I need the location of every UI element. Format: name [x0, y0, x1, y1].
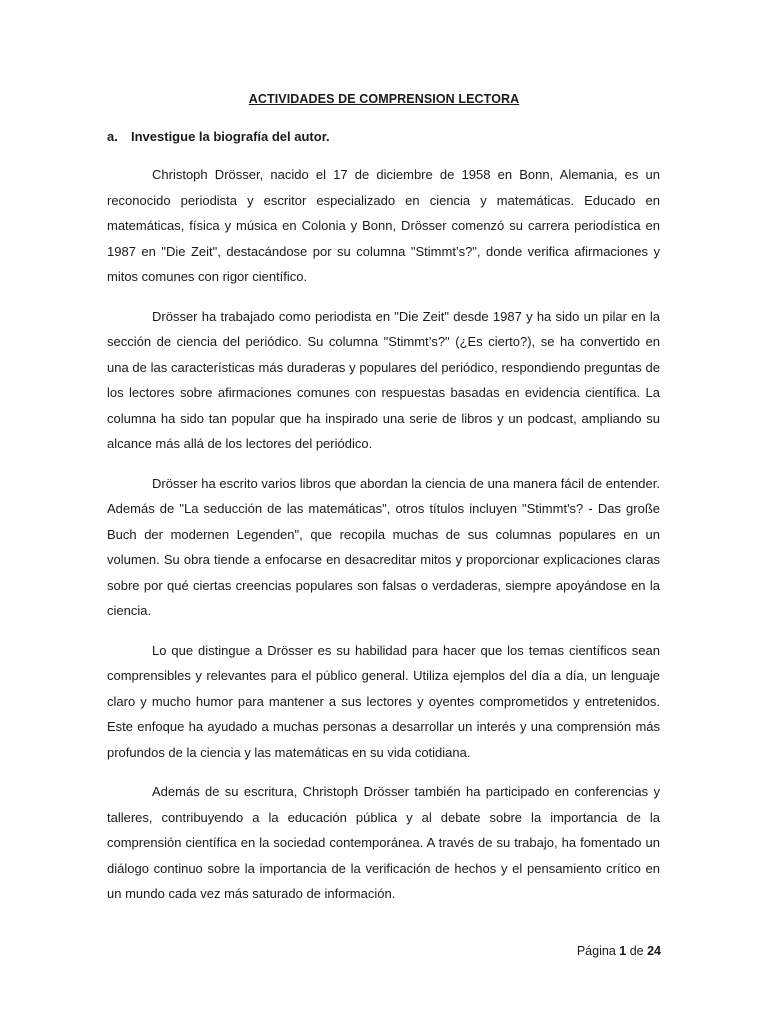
question-heading — [107, 129, 330, 144]
page-title: ACTIVIDADES DE COMPRENSION LECTORA — [248, 92, 520, 106]
body-text — [107, 162, 660, 921]
page-word: Página — [576, 944, 616, 958]
of-word: de — [629, 944, 644, 958]
question-text: Investigue la biografía del autor. — [131, 129, 330, 144]
paragraph: Drösser ha trabajado como periodista en "Die Zeit" desde 1987 y ha sido un pilar en la sección de ciencia del periódico. Su columna "Stimmt’s?" (¿Es cierto?), se ha convertido en una de las características más duraderas y populares del periódico, respondiendo preguntas de los lectores sobre afirmaciones comunes con respuestas basadas en evidencia científica. La columna ha sido tan popular que ha inspirado una serie de libros y un podcast, ampliando su alcance más allá de los lectores del periódico. — [107, 308, 660, 451]
current-page-number: 1 — [619, 944, 627, 958]
paragraph: Además de su escritura, Christoph Drösser también ha participado en conferencias y talleres, contribuyendo a la educación pública y al debate sobre la importancia de la comprensión científica en la sociedad contemporánea. A través de su trabajo, ha fomentado un diálogo continuo sobre la importancia de la verificación de hechos y el pensamiento crítico en un mundo cada vez más saturado de información. — [107, 784, 660, 901]
paragraph: Christoph Drösser, nacido el 17 de diciembre de 1958 en Bonn, Alemania, es un reconocido periodista y escritor especializado en ciencia y matemáticas. Educado en matemáticas, física y música en Colonia y Bonn, Drösser comenzó su carrera periodística en 1987 en "Die Zeit", destacándose por su columna "Stimmt’s?", donde verifica afirmaciones y mitos comunes con rigor científico. — [107, 167, 660, 284]
page-number-footer — [577, 944, 661, 958]
question-letter: a. — [107, 129, 118, 144]
total-pages-number: 24 — [647, 944, 661, 958]
paragraph: Drösser ha escrito varios libros que abordan la ciencia de una manera fácil de entender. Además de "La seducción de las matemáticas", otros títulos incluyen "Stimmt's? - Das große Buch der modernen Legenden", que recopila muchas de sus columnas populares en un volumen. Su obra tiende a enfocarse en desacreditar mitos y proporcionar explicaciones claras sobre por qué ciertas creencias populares son falsas o verdaderas, siempre apoyándose en la ciencia. — [107, 475, 660, 618]
paragraph: Lo que distingue a Drösser es su habilidad para hacer que los temas científicos sean comprensibles y relevantes para el público general. Utiliza ejemplos del día a día, un lenguaje claro y mucho humor para mantener a sus lectores y oyentes comprometidos y entretenidos. Este enfoque ha ayudado a muchas personas a desarrollar un interés y una comprensión más profundos de la ciencia y las matemáticas en su vida cotidiana. — [107, 642, 660, 760]
